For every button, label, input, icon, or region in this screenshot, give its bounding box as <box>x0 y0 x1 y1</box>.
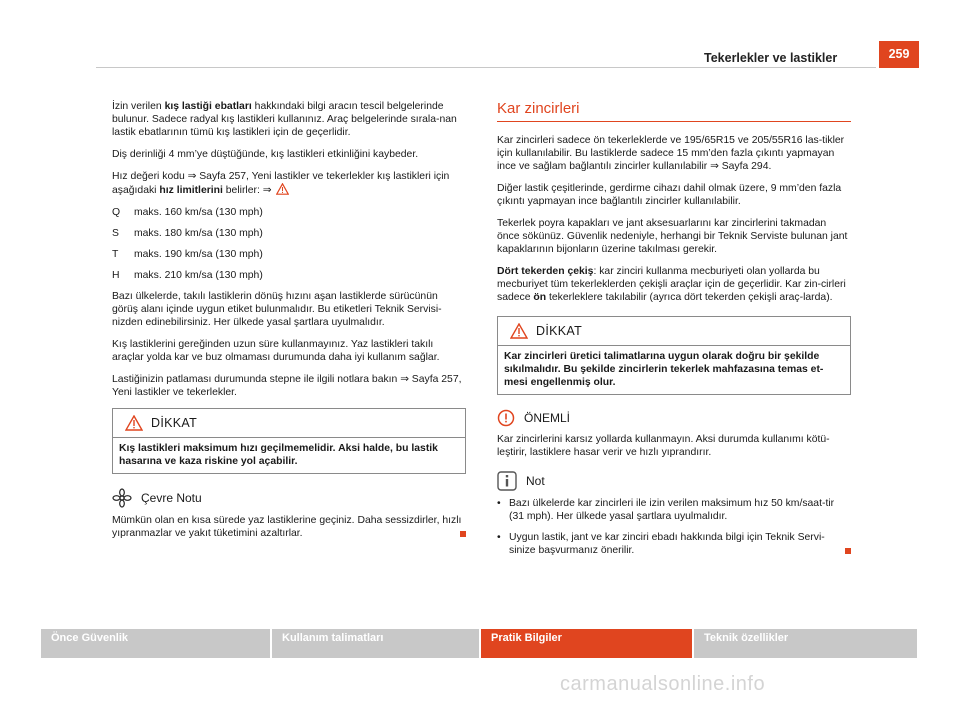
warning-box <box>497 316 851 395</box>
exclamation-circle-icon <box>497 409 515 427</box>
info-note-icon <box>497 471 517 491</box>
speed-code-paragraph: Hız değeri kodu ⇒ Sayfa 257, Yeni lastikler ve tekerlekler kış lastikleri için aşağıdaki hız limitlerini belirler: ⇒ <box>112 171 450 196</box>
note-header <box>497 471 851 491</box>
note-title: Not <box>526 474 545 488</box>
list-item: • Uygun lastik, jant ve kar zinciri ebadı hakkında bilgi için Teknik Servi-sinize başvurmanız önerilir. <box>497 531 851 557</box>
end-of-section-marker <box>460 531 466 537</box>
winter-tire-size-paragraph: İzin verilen kış lastiği ebatları hakkındaki bilgi aracın tescil belgelerinde bulunur. Sadece radyal kış lastikleri kullanınız. Araç belgelerinde sırala-nan lastik ebatlarının tümü kış lastikleri için de geçerlidir. <box>112 101 457 138</box>
snow-chain-paragraph-2: Diğer lastik çeşitlerinde, gerdirme cihazı dahil olmak üzere, 9 mm’den fazla çıkıntı yapmayan ince bağlantılı zincirler kullanılabilir. <box>497 183 842 207</box>
warning-triangle-icon <box>276 183 289 195</box>
summer-tire-paragraph: Kış lastiklerini gereğinden uzun süre kullanmayınız. Yaz lastikleri takılı araçlar yolda kar ve buz olmaması durumunda daha iyi kullanım sağlar. <box>112 339 440 363</box>
footer-nav <box>41 629 917 658</box>
warning-text: Kar zincirleri üretici talimatlarına uygun olarak doğru bir şekilde sıkılmalıdır. Bu şekilde zincirlerin tekerlek mahfazasına temas et-mesi engellenmiş olur. <box>504 351 824 388</box>
warning-triangle-icon <box>510 323 528 339</box>
warning-text: Kış lastikleri maksimum hızı geçilmemelidir. Aksi halde, bu lastik hasarına ve kaza riskine yol açabilir. <box>119 443 438 467</box>
snow-chain-paragraph-1: Kar zincirleri sadece ön tekerleklerde ve 195/65R15 ve 205/55R16 las-tikler için kullanılabilir. Bu lastiklerde sadece 15 mm’den fazla çıkıntı yapmayan ince ve sağlam bağlantılı zincirler kullanılabilir ⇒ Sayfa 294. <box>497 135 845 172</box>
warning-header <box>498 317 850 346</box>
warning-triangle-icon <box>125 415 143 431</box>
section-title-rule <box>497 121 851 122</box>
four-wheel-drive-paragraph: Dört tekerden çekiş: kar zinciri kullanma mecburiyeti olan yollarda bu mecburiyet tüm tekerleklerden çekişli araçlar için de geçerlidir. Kar zin-cirleri sadece ön tekerleklere takılabilir (ayrıca dört tekerden çekişli araç-larda). <box>497 266 846 303</box>
important-header <box>497 409 851 427</box>
spare-wheel-paragraph: Lastiğinizin patlaması durumunda stepne ile ilgili notlara bakın ⇒ Sayfa 257, Yeni lastikler ve tekerlekler. <box>112 374 462 398</box>
warning-box <box>112 408 466 474</box>
footer-tab-practical-info[interactable]: Pratik Bilgiler <box>481 629 692 658</box>
tread-depth-paragraph: Diş derinliği 4 mm’ye düştüğünde, kış lastikleri etkinliğini kaybeder. <box>112 149 419 160</box>
watermark: carmanualsonline.info <box>560 673 766 695</box>
footer-tab-operation[interactable]: Kullanım talimatları <box>272 629 479 658</box>
note-list <box>497 497 851 557</box>
footer-tab-technical-specs[interactable]: Teknik özellikler <box>694 629 917 658</box>
left-column <box>112 100 466 540</box>
speed-limit-item: T maks. 190 km/sa (130 mph) <box>112 249 263 260</box>
speed-limit-item: H maks. 210 km/sa (130 mph) <box>112 270 263 281</box>
running-header-title: Tekerlekler ve lastikler <box>704 51 838 65</box>
speed-limit-item: Q maks. 160 km/sa (130 mph) <box>112 207 263 218</box>
warning-title: DİKKAT <box>151 416 198 430</box>
header-rule <box>96 67 876 68</box>
environment-note-text: Mümkün olan en kısa sürede yaz lastiklerine geçiniz. Daha sessizdirler, hızlı yıpranmazlar ve yakıt tüketimini azaltırlar. <box>112 514 466 540</box>
important-title: ÖNEMLİ <box>524 411 571 425</box>
environment-note-title: Çevre Notu <box>141 491 202 505</box>
warning-title: DİKKAT <box>536 324 583 338</box>
flower-icon <box>112 488 132 508</box>
speed-label-paragraph: Bazı ülkelerde, takılı lastiklerin dönüş hızını aşan lastiklerde sürücünün görüş alanı içinde uygun etiket bulunmalıdır. Bu etiketleri Teknik Servisi-nizden edinebilirsiniz. Her ülkede yasal şartlara uyulmalıdır. <box>112 291 442 328</box>
important-text: Kar zincirlerini karsız yollarda kullanmayın. Aksi durumda kullanımı kötü-leştirir, lastiklere hasar verir ve hızlı yıprandırır. <box>497 434 830 458</box>
speed-limit-item: S maks. 180 km/sa (130 mph) <box>112 228 263 239</box>
right-column <box>497 100 851 565</box>
page-number: 259 <box>879 41 919 68</box>
end-of-section-marker <box>845 548 851 554</box>
environment-note-header <box>112 488 466 508</box>
speed-limit-list <box>112 206 466 282</box>
snow-chain-paragraph-3: Tekerlek poyra kapakları ve jant aksesuarlarını kar zincirlerini takmadan önce sökünüz. Güvenlik nedeniyle, herhangi bir Teknik Serviste bulunan jant kapaklarının bijonların üzerine takılması gerekir. <box>497 218 848 255</box>
section-title: Kar zincirleri <box>497 100 580 117</box>
list-item: • Bazı ülkelerde kar zincirleri ile izin verilen maksimum hız 50 km/saat-tir (31 mph). Her ülkede yasal şartlara uyulmalıdır. <box>497 498 835 522</box>
warning-header <box>113 409 465 438</box>
footer-tab-safety[interactable]: Önce Güvenlik <box>41 629 270 658</box>
